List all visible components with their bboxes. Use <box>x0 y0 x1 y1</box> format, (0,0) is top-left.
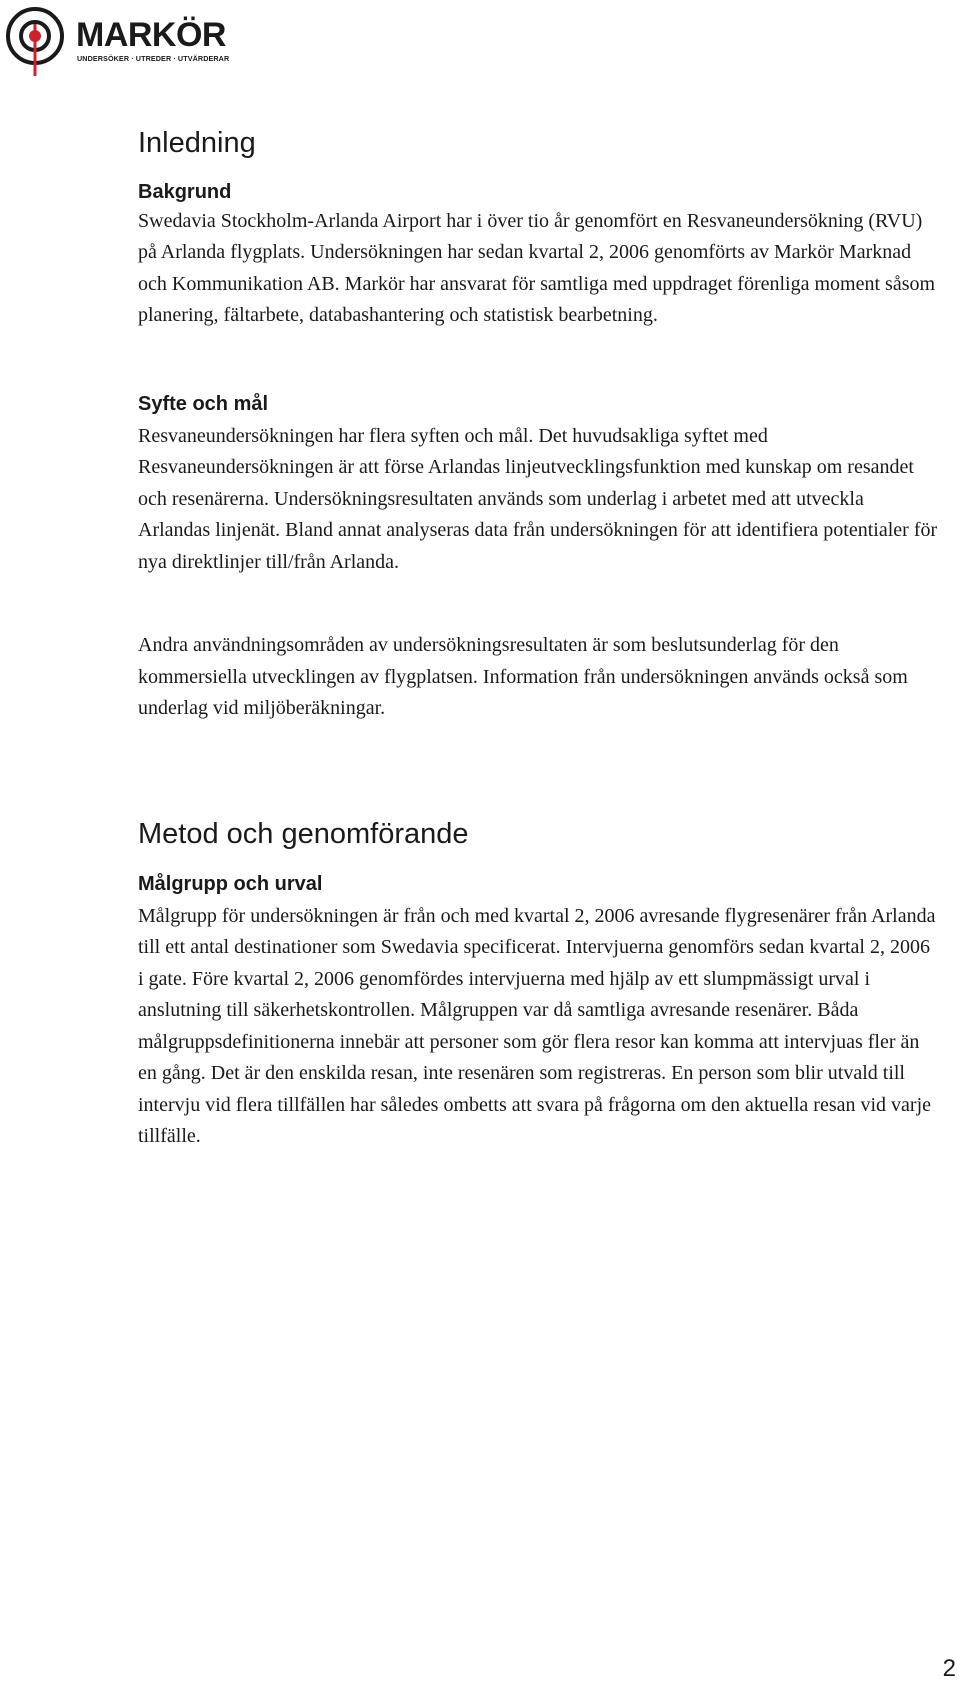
subsection-heading: Syfte och mål <box>138 392 269 415</box>
markor-logo <box>4 4 230 78</box>
subsection-heading: Målgrupp och urval <box>138 872 323 895</box>
paragraph: Resvaneundersökningen har flera syften och mål. Det huvudsakliga syftet med Resvaneundersökningen är att förse Arlandas linjeutvecklingsfunktion med kunskap om resandet och resenärerna. Undersökningsresultaten används som underlag i arbetet med att utveckla Arlandas linjenät. Bland annat analyseras data från undersökningen för att identifiera potentialer för nya direktlinjer till/från Arlanda. <box>138 424 938 573</box>
document-body <box>138 126 938 1153</box>
target-icon <box>4 4 74 78</box>
brand-name: MARKÖR <box>76 16 226 54</box>
brand-tagline: UNDERSÖKER · UTREDER · UTVÄRDERAR <box>77 54 230 63</box>
section-title: Inledning <box>138 127 256 159</box>
section-metod <box>138 817 938 1153</box>
paragraph: Swedavia Stockholm-Arlanda Airport har i över tio år genomfört en Resvaneundersökning (RVU) på Arlanda flygplats. Undersökningen har sedan kvartal 2, 2006 genomförts av Markör Marknad och Kommunikation AB. Markör har ansvarat för samtliga med uppdraget förenliga moment såsom planering, fältarbete, databashantering och statistisk bearbetning. <box>138 209 936 327</box>
subsection-heading: Bakgrund <box>138 180 232 203</box>
section-inledning <box>138 126 938 725</box>
page-number: 2 <box>942 1655 956 1682</box>
paragraph: Andra användningsområden av undersökningsresultaten är som beslutsunderlag för den kommersiella utvecklingen av flygplatsen. Information från undersökningen används också som underlag vid miljöberäkningar. <box>138 634 908 720</box>
paragraph: Målgrupp för undersökningen är från och med kvartal 2, 2006 avresande flygresenärer från Arlanda till ett antal destinationer som Swedavia specificerat. Intervjuerna genomförs sedan kvartal 2, 2006 i gate. Före kvartal 2, 2006 genomfördes intervjuerna med hjälp av ett slumpmässigt urval i anslutning till säkerhetskontrollen. Målgruppen var då samtliga avresande resenärer. Båda målgruppsdefinitionerna innebär att personer som gör flera resor kan komma att intervjuas fler än en gång. Det är den enskilda resan, inte resenären som registreras. En person som blir utvald till intervju vid flera tillfällen har således ombetts att svara på frågorna om den aktuella resan vid varje tillfälle. <box>138 904 936 1148</box>
section-title: Metod och genomförande <box>138 817 469 850</box>
